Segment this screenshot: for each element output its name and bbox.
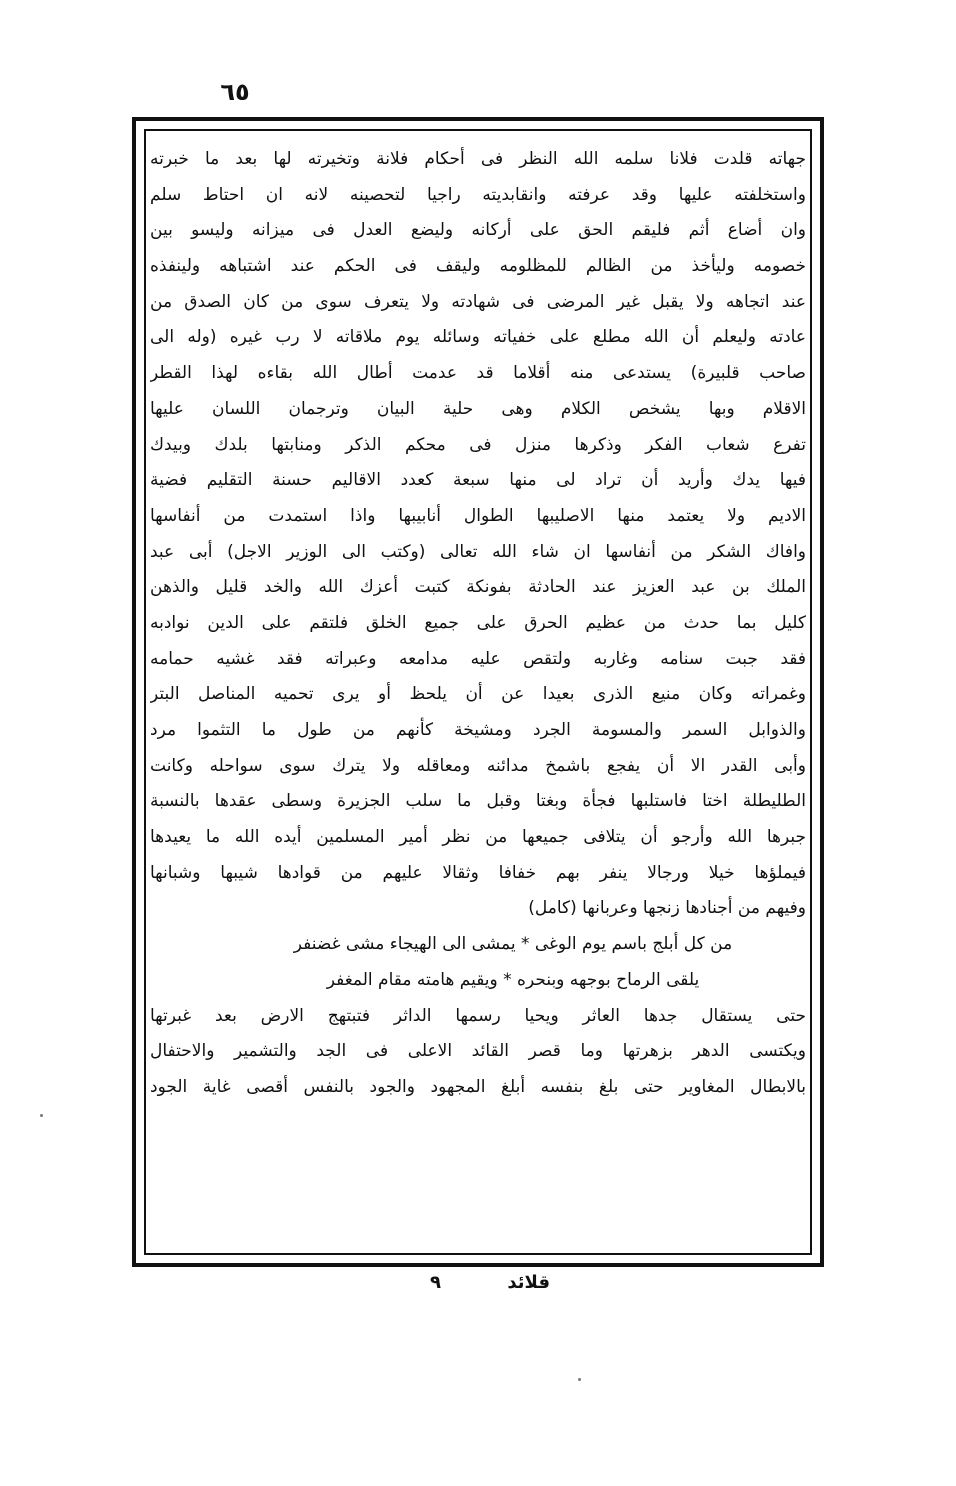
text-line: كليل بما حدث من عظيم الحرق على جميع الخلق فلتقم على الدين نوادبه xyxy=(150,612,806,633)
text-line: خصومه وليأخذ من الظالم للمظلومه وليقف فى الحكم عند اشتباهه ولينفذه xyxy=(150,256,806,277)
text-line: واستخلفته عليها وقد عرفته وانقابديته راجيا لتحصينه لانه ان احتاط سلم xyxy=(150,184,806,205)
verse-line: من كل أبلج باسم يوم الوغى * يمشى الى الهيجاء مشى غضنفر xyxy=(293,934,733,955)
text-line: فقد جبت سنامه وغاربه ولتقص عليه مدامعه وعبراته فقد غشيه حمامه xyxy=(150,648,806,669)
verse-line: يلقى الرماح بوجهه وبنحره * ويقيم هامته مقام المغفر xyxy=(326,969,700,990)
scan-speck xyxy=(578,1378,581,1381)
text-line: فيها يدك وأريد أن تراد لى منها سبعة كعدد الاقاليم حسنة التقليم فضية xyxy=(150,470,806,491)
text-line: وفيهم من أجنادها زنجها وعربانها (كامل) xyxy=(528,898,806,919)
text-line: فيملؤها خيلا ورجالا ينفر بهم خفافا وثقالا عليهم من قوادها شيبها وشبانها xyxy=(150,862,806,883)
text-line: الملك بن عبد العزيز عند الحادثة بفونكة كتبت أعزك الله والخد قليل والذهن xyxy=(150,577,806,598)
text-line: عادته وليعلم أن الله مطلع على خفياته وسائله يوم ملاقاته لا رب غيره (وله الى xyxy=(150,327,806,348)
text-line: وغمراته وكان منيع الذرى بعيدا عن أن يلحظ أو يرى تحميه المناصل البتر xyxy=(150,684,806,705)
text-line: وأبى القدر الا أن يفجع باشمخ مدائنه ومعاقله ولا يترك سوى سواحله وكانت xyxy=(150,755,806,776)
text-line: جبرها الله وأرجو أن يتلافى جميعها من نظر أمير المسلمين أيده الله ما يعيدها xyxy=(150,827,806,848)
text-line: جهاته قلدت فلانا سلمه الله النظر فى أحكام فلانة وتخيرته لها بعد ما خبرته xyxy=(150,149,806,169)
signature-mark: ٩ xyxy=(430,1272,441,1293)
scan-speck xyxy=(40,1114,43,1117)
page-number: ٦٥ xyxy=(220,78,250,106)
text-line: بالابطال المغاوير حتى بلغ بنفسه أبلغ المجهود والجود بالنفس أقصى غاية الجود xyxy=(150,1076,806,1097)
text-line: وافاك الشكر من أنفاسها ان شاء الله تعالى (وكتب الى الوزير الاجل) أبى عبد xyxy=(150,541,806,562)
footer-catchword: قلائد xyxy=(507,1272,550,1293)
text-line: وان أضاع أثم فليقم الحق على أركانه وليضع العدل فى ميزانه وليسو بين xyxy=(150,220,806,241)
text-line: حتى يستقال جدها العاثر ويحيا رسمها الداثر فتبتهج الارض بعد غبرتها xyxy=(150,1005,806,1026)
text-line: ويكتسى الدهر بزهرتها وما قصر القائد الاعلى فى الجد والتشمير والاحتفال xyxy=(150,1041,806,1062)
text-line: صاحب قلبيرة) يستدعى منه أقلاما قد عدمت أطال الله بقاءه لهذا القطر xyxy=(150,363,806,384)
body-text xyxy=(150,142,806,1106)
text-line: والذوابل السمر والمسومة الجرد ومشيخة كأنهم من طول ما التثموا مرد xyxy=(150,720,806,740)
text-line: عند اتجاهه ولا يقبل غير المرضى فى شهادته ولا يتعرف سوى من كان الصدق من xyxy=(150,291,806,312)
text-line: الاقلام وبها يشخص الكلام وهى حلية البيان وترجمان اللسان عليها xyxy=(150,398,806,419)
page-footer xyxy=(430,1272,550,1293)
text-line: الاديم ولا يعتمد منها الاصليبها الطوال أنابيبها واذا استمدت من أنفاسها xyxy=(150,505,806,526)
text-line: الطليطلة اختا فاستلبها فجأة وبغتا وقبل ما سلب الجزيرة وسطى عقدها بالنسبة xyxy=(150,791,806,812)
text-line: تفرع شعاب الفكر وذكرها منزل فى محكم الذكر ومنابتها بلدك وبيدك xyxy=(150,434,806,455)
